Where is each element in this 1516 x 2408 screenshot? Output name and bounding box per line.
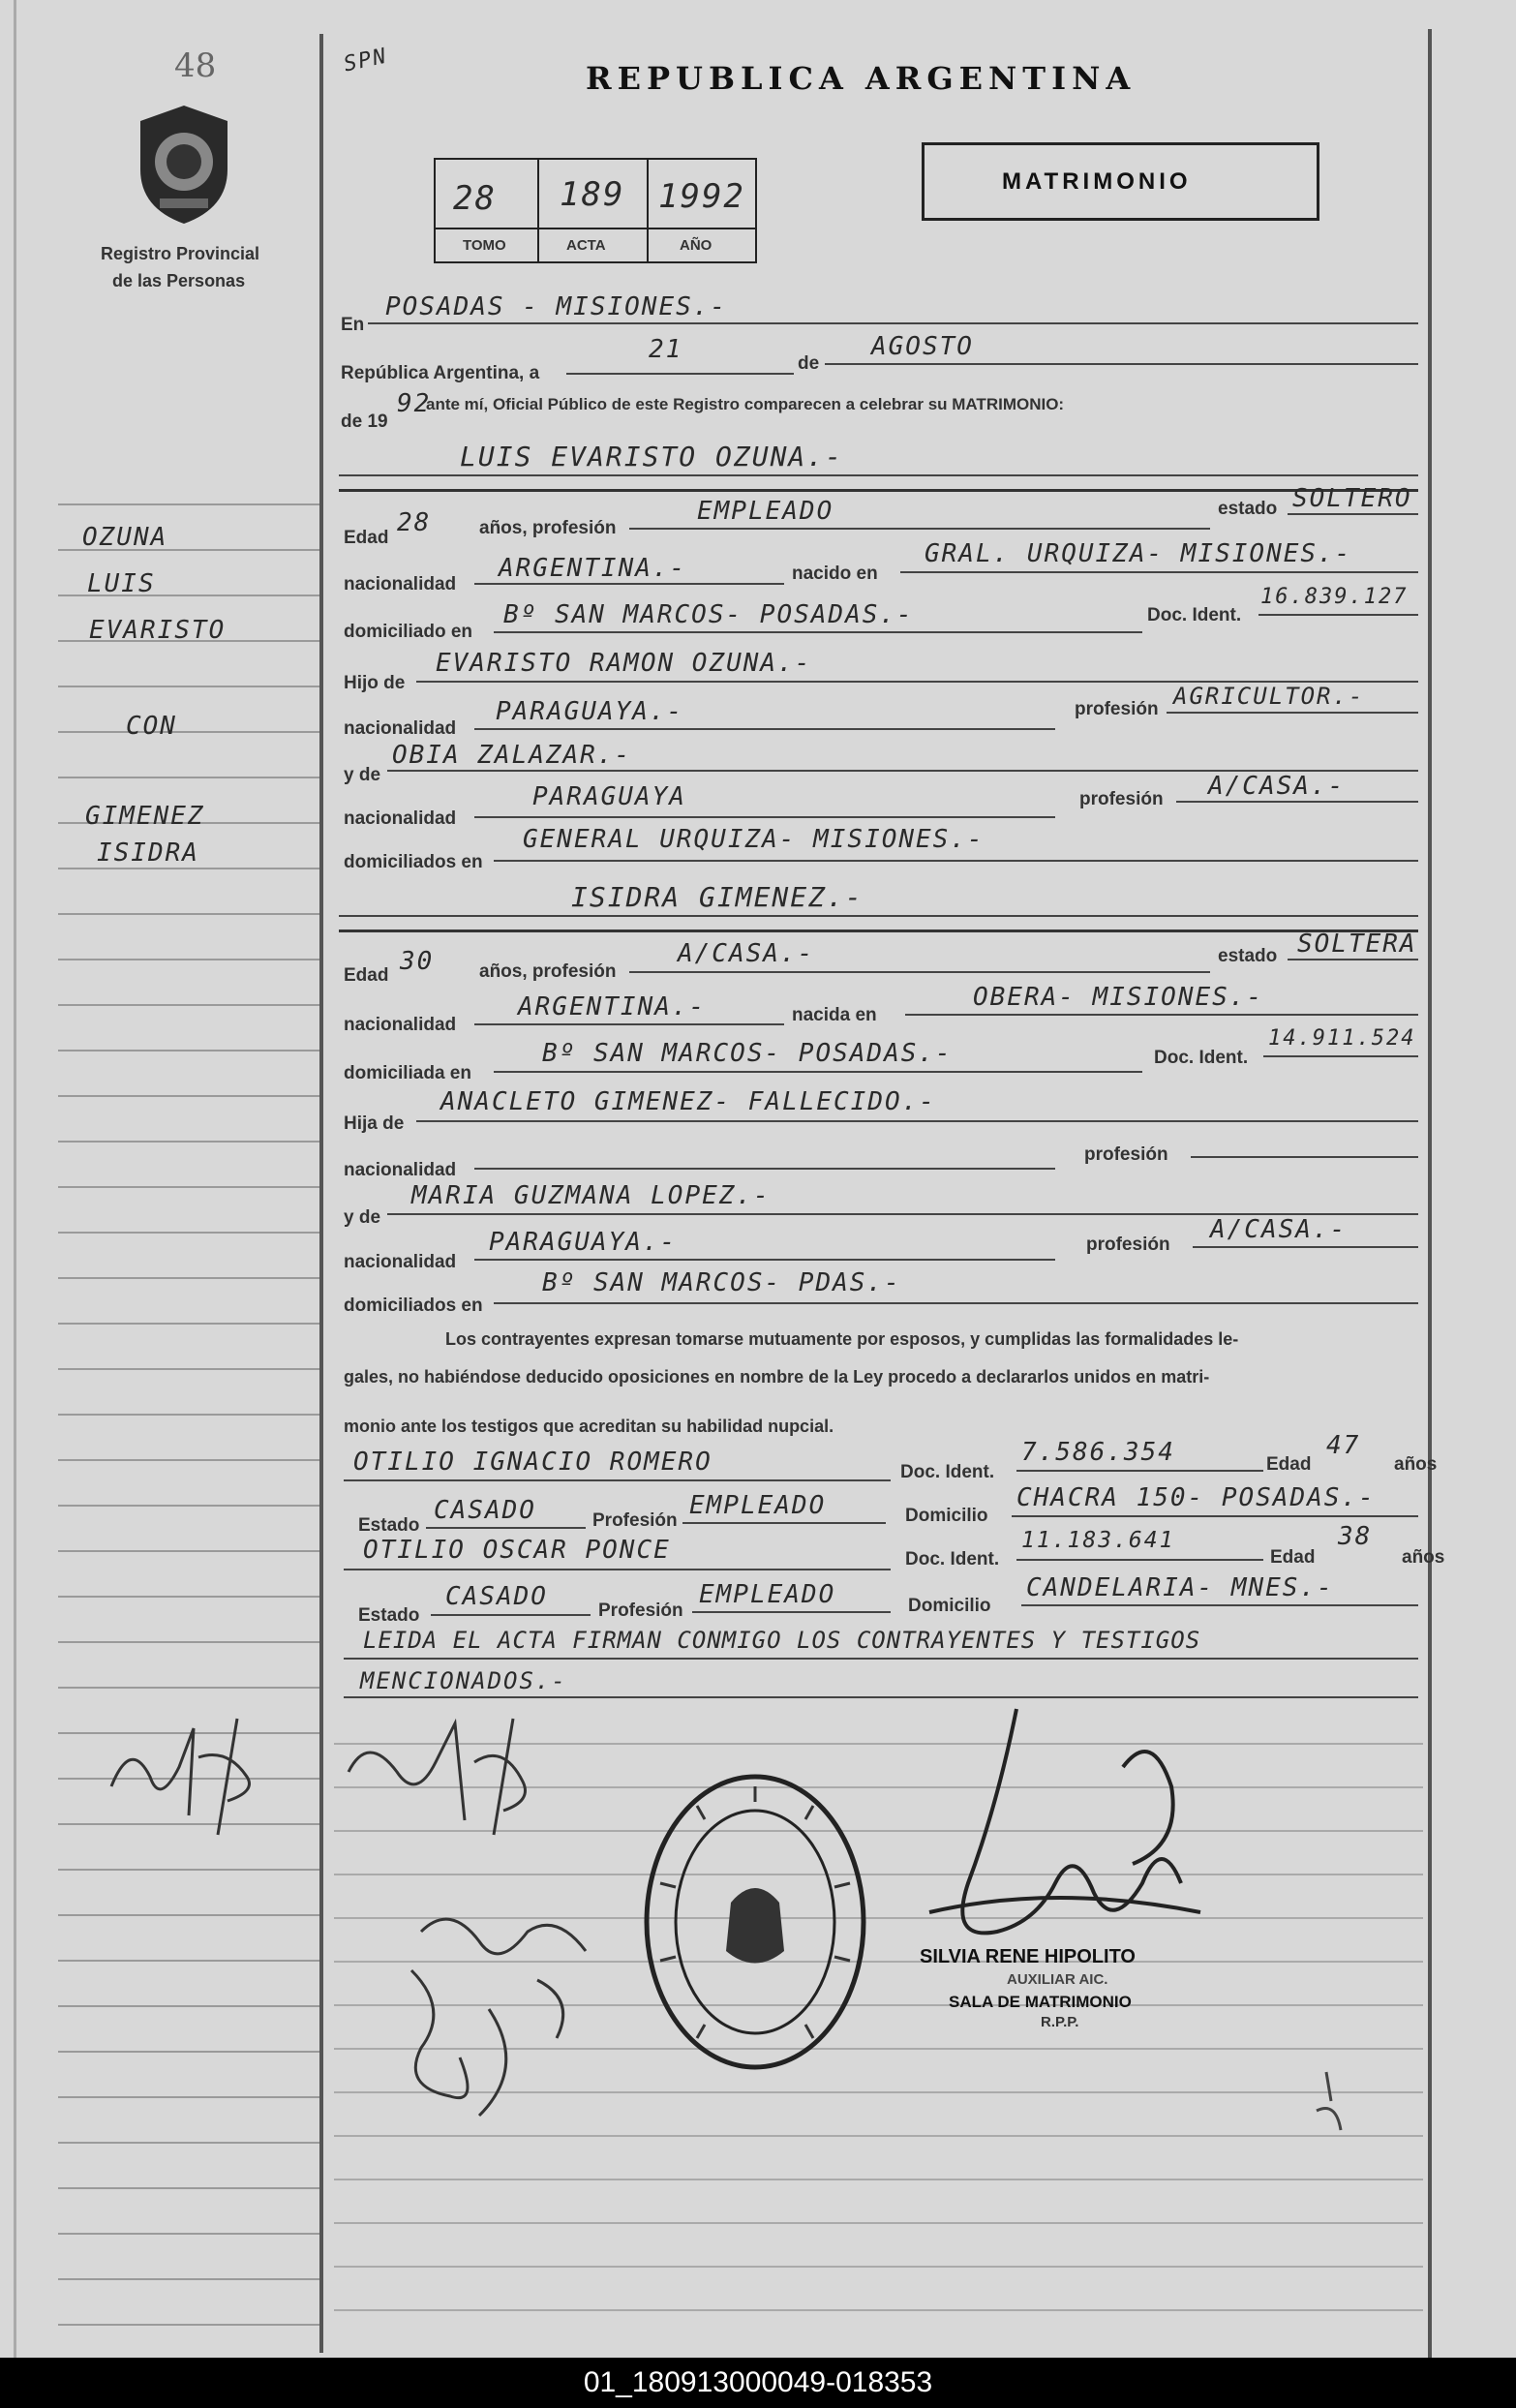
bride-madre-prof: A/CASA.- <box>1210 1215 1348 1244</box>
margin-rule-line <box>58 1232 319 1234</box>
bride-nacida-label: nacida en <box>792 1005 877 1025</box>
witness1-profesion: EMPLEADO <box>689 1491 827 1520</box>
groom-domicilio-label: domiciliado en <box>344 622 473 642</box>
witness1-estado: CASADO <box>434 1496 536 1525</box>
margin-rule-line <box>58 2096 319 2098</box>
bride-madre-nac: PARAGUAYA.- <box>489 1228 678 1257</box>
signature-bride <box>392 1893 634 2125</box>
groom-estado: SOLTERO <box>1292 484 1412 513</box>
bride-nacida: OBERA- MISIONES.- <box>973 983 1264 1012</box>
groom-profesion-label: años, profesión <box>479 518 617 538</box>
witness2-name: OTILIO OSCAR PONCE <box>363 1536 671 1565</box>
bride-hija-label: Hija de <box>344 1113 405 1134</box>
signature-official <box>910 1690 1220 1970</box>
groom-madre-nac-label: nacionalidad <box>344 808 457 829</box>
record-type: MATRIMONIO <box>1002 168 1192 195</box>
record-type-box <box>922 142 1319 221</box>
margin-rule-line <box>58 868 319 869</box>
witness1-doc-label: Doc. Ident. <box>900 1462 995 1482</box>
month-value: AGOSTO <box>871 332 974 361</box>
witness2-edad-label: Edad <box>1270 1547 1316 1568</box>
bride-doc-label: Doc. Ident. <box>1154 1048 1249 1068</box>
body-rule-line <box>334 2266 1423 2268</box>
bride-domicilio-label: domiciliada en <box>344 1063 471 1083</box>
official-role: AUXILIAR AIC. <box>1007 1971 1108 1988</box>
margin-rule-line <box>58 959 319 960</box>
groom-padre-nac-label: nacionalidad <box>344 718 457 739</box>
groom-madre: OBIA ZALAZAR.- <box>392 741 632 770</box>
file-id: 01_180913000049-018353 <box>0 2358 1516 2408</box>
place-value: POSADAS - MISIONES.- <box>385 292 728 321</box>
declaration-line1: Los contrayentes expresan tomarse mutuamente por esposos, y cumplidas las formalidades le- <box>445 1329 1239 1349</box>
official-office: SALA DE MATRIMONIO <box>949 1993 1132 2011</box>
margin-rule-line <box>58 1050 319 1052</box>
left-margin-rule <box>319 34 323 2353</box>
bride-profesion-label: años, profesión <box>479 961 617 982</box>
bride-madre: MARIA GUZMANA LOPEZ.- <box>411 1181 771 1210</box>
bride-edad: 30 <box>400 947 435 976</box>
groom-edad: 28 <box>397 508 432 537</box>
margin-rule-line <box>58 1641 319 1643</box>
bride-padre: ANACLETO GIMENEZ- FALLECIDO.- <box>440 1087 936 1116</box>
margin-rule-line <box>58 1004 319 1006</box>
bride-estado-label: estado <box>1218 946 1278 966</box>
groom-domicilio: Bº SAN MARCOS- POSADAS.- <box>503 600 914 629</box>
body-rule-line <box>334 2135 1423 2137</box>
acta-label: ACTA <box>566 237 606 254</box>
margin-rule-line <box>58 2324 319 2326</box>
witness1-profesion-label: Profesión <box>592 1510 678 1531</box>
bride-nacionalidad: ARGENTINA.- <box>518 992 707 1021</box>
margin-note-surname: OZUNA <box>82 523 168 552</box>
right-margin-rule <box>1428 29 1432 2358</box>
binding-edge <box>14 0 16 2358</box>
witness2-estado: CASADO <box>445 1582 548 1611</box>
margin-rule-line <box>58 777 319 778</box>
witness1-estado-label: Estado <box>358 1515 420 1536</box>
margin-rule-line <box>58 2142 319 2144</box>
witness2-profesion: EMPLEADO <box>699 1580 836 1609</box>
tomo-value: 28 <box>453 179 497 218</box>
groom-nacionalidad: ARGENTINA.- <box>499 554 687 583</box>
groom-nacido: GRAL. URQUIZA- MISIONES.- <box>925 539 1352 568</box>
day-value: 21 <box>649 335 683 364</box>
groom-domiciliados: GENERAL URQUIZA- MISIONES.- <box>523 825 985 854</box>
page-number: 48 <box>174 46 217 85</box>
signature-witness <box>1307 2062 1355 2140</box>
groom-edad-label: Edad <box>344 528 389 548</box>
margin-note-name3: ISIDRA <box>97 838 199 868</box>
margin-rule-line <box>58 1414 319 1416</box>
acta-value: 189 <box>560 175 625 214</box>
witness2-doc-label: Doc. Ident. <box>905 1549 1000 1570</box>
margin-note-surname2: GIMENEZ <box>85 802 205 831</box>
groom-domiciliados-label: domiciliados en <box>344 852 483 872</box>
margin-rule-line <box>58 1505 319 1507</box>
margin-rule-line <box>58 1914 319 1916</box>
body-rule-line <box>334 1874 1423 1875</box>
witness2-domicilio-label: Domicilio <box>908 1596 991 1616</box>
signature-groom <box>329 1704 561 1840</box>
closing-line2: MENCIONADOS.- <box>360 1667 567 1694</box>
margin-rule-line <box>58 1960 319 1962</box>
en-label: En <box>341 315 365 335</box>
witness1-edad: 47 <box>1326 1431 1361 1460</box>
official-seal-icon <box>639 1767 871 2077</box>
witness1-domicilio-label: Domicilio <box>905 1506 988 1526</box>
margin-rule-line <box>58 2187 319 2189</box>
groom-padre-prof-label: profesión <box>1075 699 1159 719</box>
signature-left <box>102 1699 286 1844</box>
groom-madre-prof-label: profesión <box>1079 789 1164 809</box>
witness1-anos-label: años <box>1394 1454 1438 1475</box>
bride-madre-prof-label: profesión <box>1086 1234 1170 1255</box>
declaration-line2: gales, no habiéndose deducido oposiciones en nombre de la Ley procedo a declararlos unidos en matri- <box>344 1367 1210 1387</box>
body-rule-line <box>334 2309 1423 2311</box>
margin-rule-line <box>58 1141 319 1143</box>
margin-rule-line <box>58 1323 319 1325</box>
republica-label: República Argentina, a <box>341 363 540 383</box>
witness1-doc: 7.586.354 <box>1021 1438 1175 1467</box>
groom-padre-nac: PARAGUAYA.- <box>496 697 684 726</box>
margin-rule-line <box>58 731 319 733</box>
margin-rule-line <box>58 1277 319 1279</box>
margin-note-name2: EVARISTO <box>89 616 227 645</box>
margin-rule-line <box>58 1869 319 1871</box>
body-rule-line <box>334 2179 1423 2180</box>
groom-nacido-label: nacido en <box>792 564 878 584</box>
bride-name: ISIDRA GIMENEZ.- <box>571 881 864 913</box>
intro-text: ante mí, Oficial Público de este Registro comparecen a celebrar su MATRIMONIO: <box>426 395 1065 413</box>
bride-domiciliados-label: domiciliados en <box>344 1295 483 1316</box>
margin-rule-line <box>58 2233 319 2235</box>
margin-rule-line <box>58 2005 319 2007</box>
groom-doc-label: Doc. Ident. <box>1147 605 1242 625</box>
margin-rule-line <box>58 2278 319 2280</box>
margin-note-con: CON <box>126 712 177 741</box>
groom-nacionalidad-label: nacionalidad <box>344 574 457 594</box>
witness1-edad-label: Edad <box>1266 1454 1312 1475</box>
witness1-name: OTILIO IGNACIO ROMERO <box>353 1448 713 1477</box>
margin-rule-line <box>58 1596 319 1598</box>
margin-rule-line <box>58 1368 319 1370</box>
registry-seal-icon <box>131 102 237 228</box>
bride-padre-prof-label: profesión <box>1084 1144 1168 1165</box>
witness1-domicilio: CHACRA 150- POSADAS.- <box>1016 1483 1376 1512</box>
groom-doc: 16.839.127 <box>1260 585 1409 609</box>
year-suffix: 92 <box>397 389 432 418</box>
groom-madre-nac: PARAGUAYA <box>532 782 686 811</box>
country-title: REPUBLICA ARGENTINA <box>586 60 1137 97</box>
margin-rule-line <box>58 913 319 915</box>
margin-rule-line <box>58 686 319 687</box>
year-prefix: de 19 <box>341 411 388 432</box>
official-name: SILVIA RENE HIPOLITO <box>920 1946 1136 1967</box>
tomo-label: TOMO <box>463 237 506 254</box>
groom-profesion: EMPLEADO <box>697 497 834 526</box>
margin-rule-line <box>58 503 319 505</box>
groom-madre-prof: A/CASA.- <box>1208 772 1346 801</box>
record-number-box <box>434 158 757 263</box>
margin-rule-line <box>58 1687 319 1689</box>
groom-padre-prof: AGRICULTOR.- <box>1173 683 1365 710</box>
groom-padre: EVARISTO RAMON OZUNA.- <box>436 649 812 678</box>
closing-line1: LEIDA EL ACTA FIRMAN CONMIGO LOS CONTRAYENTES Y TESTIGOS <box>363 1627 1201 1654</box>
margin-rule-line <box>58 1550 319 1552</box>
groom-name: LUIS EVARISTO OZUNA.- <box>460 441 844 472</box>
ano-label: AÑO <box>680 237 713 254</box>
registry-name-line1: Registro Provincial <box>101 244 260 263</box>
witness2-estado-label: Estado <box>358 1605 420 1626</box>
witness2-anos-label: años <box>1402 1547 1445 1568</box>
declaration-line3: monio ante los testigos que acreditan su habilidad nupcial. <box>344 1417 834 1436</box>
groom-hijo-label: Hijo de <box>344 673 406 693</box>
bride-madre-nac-label: nacionalidad <box>344 1252 457 1272</box>
bride-yde-label: y de <box>344 1207 381 1228</box>
ano-value: 1992 <box>658 177 745 216</box>
bride-edad-label: Edad <box>344 965 389 986</box>
margin-rule-line <box>58 1186 319 1188</box>
bride-nacionalidad-label: nacionalidad <box>344 1015 457 1035</box>
bride-doc: 14.911.524 <box>1268 1026 1416 1051</box>
official-abbr: R.P.P. <box>1041 2014 1079 2030</box>
witness2-domicilio: CANDELARIA- MNES.- <box>1026 1573 1334 1602</box>
registry-name-line2: de las Personas <box>112 271 246 290</box>
witness2-profesion-label: Profesión <box>598 1600 683 1621</box>
de-label: de <box>798 353 820 374</box>
bride-estado: SOLTERA <box>1297 930 1417 959</box>
groom-estado-label: estado <box>1218 499 1278 519</box>
groom-yde-label: y de <box>344 765 381 785</box>
witness2-edad: 38 <box>1338 1522 1373 1551</box>
bride-domiciliados: Bº SAN MARCOS- PDAS.- <box>542 1268 901 1297</box>
corner-note: SPN <box>341 44 390 77</box>
margin-rule-line <box>58 1095 319 1097</box>
bride-domicilio: Bº SAN MARCOS- POSADAS.- <box>542 1039 953 1068</box>
margin-rule-line <box>58 2051 319 2053</box>
margin-note-name1: LUIS <box>87 569 156 598</box>
bride-profesion: A/CASA.- <box>678 939 815 968</box>
body-rule-line <box>334 2222 1423 2224</box>
witness2-doc: 11.183.641 <box>1021 1528 1175 1553</box>
margin-rule-line <box>58 1459 319 1461</box>
bride-padre-nac-label: nacionalidad <box>344 1160 457 1180</box>
